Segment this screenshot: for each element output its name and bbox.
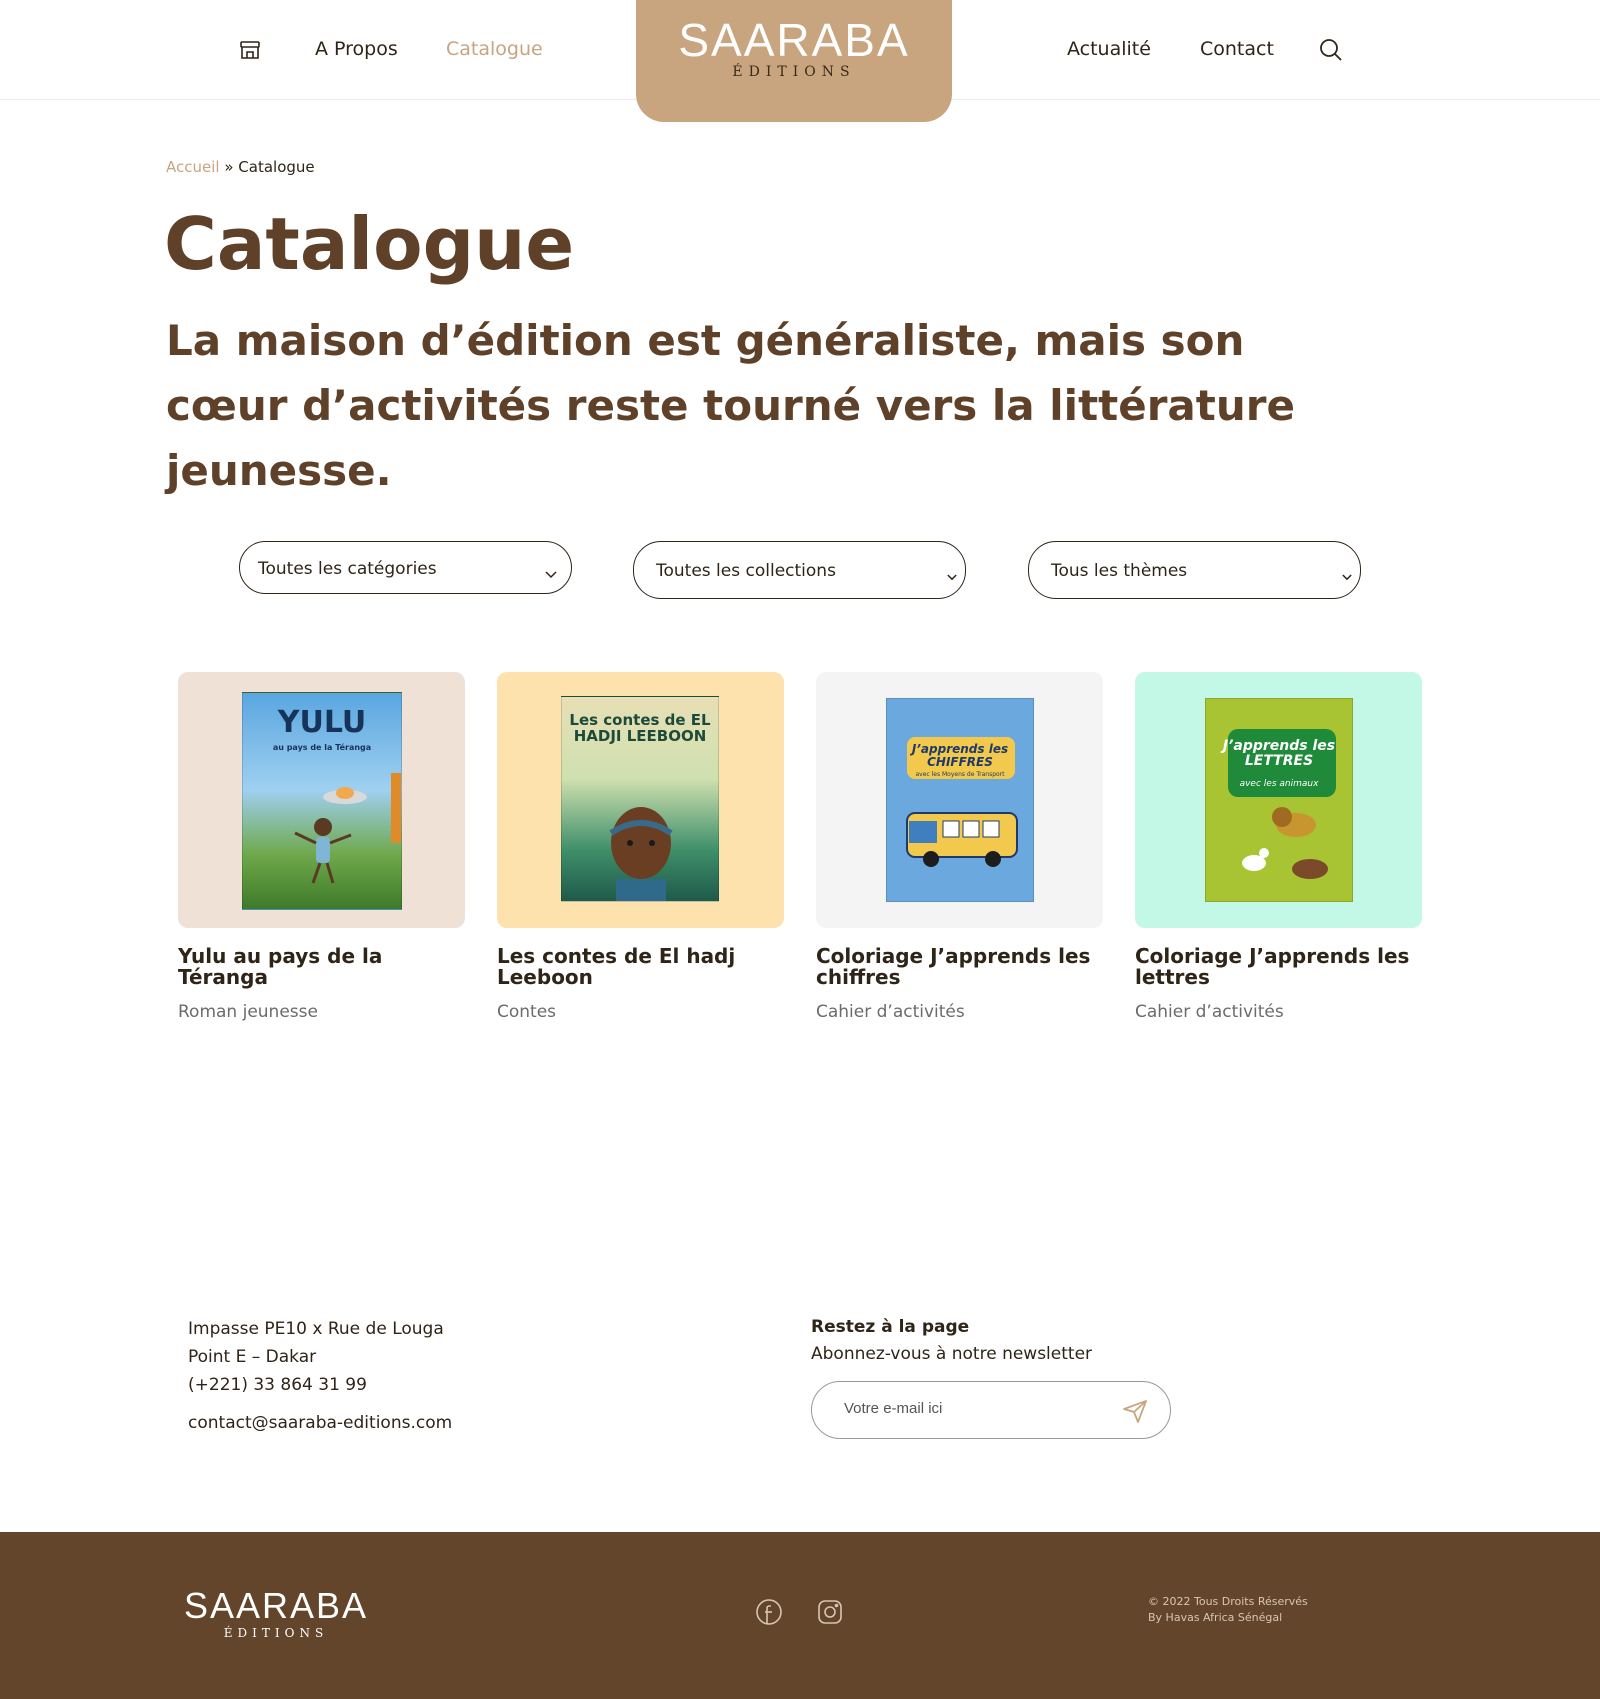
cover-title: Les contes de EL HADJI LEEBOON — [569, 711, 711, 745]
address-line-1: Impasse PE10 x Rue de Louga — [188, 1319, 444, 1339]
cover-title: J’apprends les LETTRES — [1222, 738, 1336, 769]
footer-logo-wordmark: SAARABA — [183, 1585, 369, 1626]
cover-illustration — [1226, 803, 1336, 893]
nav-actualite[interactable]: Actualité — [1067, 38, 1151, 60]
breadcrumb — [166, 158, 315, 176]
cover-illustration — [903, 803, 1021, 873]
book-cover-leeboon — [561, 696, 719, 902]
copyright-text: © 2022 Tous Droits Réservés — [1148, 1595, 1308, 1608]
nav-catalogue[interactable]: Catalogue — [446, 38, 543, 60]
nav-contact[interactable]: Contact — [1200, 38, 1274, 60]
book-title[interactable]: Les contes de El hadj Leeboon — [497, 944, 736, 989]
newsletter-email-input[interactable] — [844, 1400, 1104, 1417]
book-card[interactable] — [497, 672, 784, 1022]
book-card[interactable] — [1135, 672, 1422, 1022]
facebook-icon[interactable] — [755, 1598, 783, 1626]
newsletter-form — [811, 1381, 1171, 1439]
filter-collections-label: Toutes les collections — [656, 561, 836, 581]
footer-address — [188, 1315, 444, 1399]
book-cover-chiffres — [886, 698, 1034, 902]
site-header — [0, 0, 1600, 100]
cover-title: YULU — [277, 705, 367, 740]
instagram-icon[interactable] — [816, 1598, 844, 1626]
cover-subtitle: avec les Moyens de Transport — [915, 771, 1005, 778]
cover-subtitle: au pays de la Téranga — [272, 743, 372, 752]
store-icon[interactable] — [238, 38, 262, 62]
logo-wordmark: SAARABA — [678, 14, 910, 66]
book-image[interactable] — [497, 672, 784, 928]
cover-title: J’apprends les CHIFFRES — [911, 742, 1009, 769]
nav-apropos[interactable]: A Propos — [315, 38, 398, 60]
breadcrumb-current: Catalogue — [238, 158, 315, 176]
breadcrumb-home[interactable]: Accueil — [166, 158, 220, 176]
book-image[interactable] — [178, 672, 465, 928]
cover-illustration — [596, 793, 686, 902]
page-title: Catalogue — [164, 202, 575, 286]
site-footer — [0, 1532, 1600, 1699]
book-title[interactable]: Yulu au pays de la Téranga — [178, 944, 383, 989]
chevron-down-icon — [545, 564, 557, 572]
filter-themes-label: Tous les thèmes — [1051, 561, 1188, 581]
footer-logo-subtitle: ÉDITIONS — [223, 1626, 329, 1640]
filter-categories[interactable] — [239, 541, 572, 594]
book-card[interactable] — [816, 672, 1103, 1022]
filter-collections[interactable] — [633, 541, 966, 599]
breadcrumb-separator: » — [219, 158, 239, 176]
site-logo[interactable] — [636, 0, 952, 122]
book-category: Cahier d’activités — [1135, 1002, 1284, 1022]
contact-email[interactable]: contact@saaraba-editions.com — [188, 1413, 453, 1433]
book-cover-lettres — [1205, 698, 1353, 902]
book-cover-yulu — [242, 692, 402, 910]
copyright — [1148, 1594, 1308, 1626]
newsletter-subtitle: Abonnez-vous à notre newsletter — [811, 1344, 1093, 1364]
chevron-down-icon — [1342, 566, 1354, 574]
search-icon[interactable] — [1318, 37, 1344, 63]
phone-number[interactable]: (+221) 33 864 31 99 — [188, 1375, 367, 1395]
credit-text: By Havas Africa Sénégal — [1148, 1611, 1283, 1624]
book-title[interactable]: Coloriage J’apprends les lettres — [1135, 944, 1410, 989]
filter-themes[interactable] — [1028, 541, 1361, 599]
newsletter-title: Restez à la page — [811, 1317, 970, 1337]
book-card[interactable] — [178, 672, 465, 1022]
book-category: Roman jeunesse — [178, 1002, 318, 1022]
book-category: Contes — [497, 1002, 557, 1022]
cover-illustration — [283, 783, 373, 893]
cover-subtitle: avec les animaux — [1239, 779, 1319, 789]
filter-categories-label: Toutes les catégories — [258, 559, 437, 579]
book-category: Cahier d’activités — [816, 1002, 965, 1022]
footer-logo[interactable] — [176, 1586, 376, 1640]
send-icon[interactable] — [1122, 1398, 1148, 1424]
book-image[interactable] — [1135, 672, 1422, 928]
logo-subtitle: ÉDITIONS — [732, 64, 856, 80]
chevron-down-icon — [947, 566, 959, 574]
book-image[interactable] — [816, 672, 1103, 928]
address-line-2: Point E – Dakar — [188, 1347, 317, 1367]
page-subtitle: La maison d’édition est généraliste, mais son cœur d’activités reste tourné vers la littérature jeunesse. — [166, 316, 1295, 495]
book-title[interactable]: Coloriage J’apprends les chiffres — [816, 944, 1091, 989]
